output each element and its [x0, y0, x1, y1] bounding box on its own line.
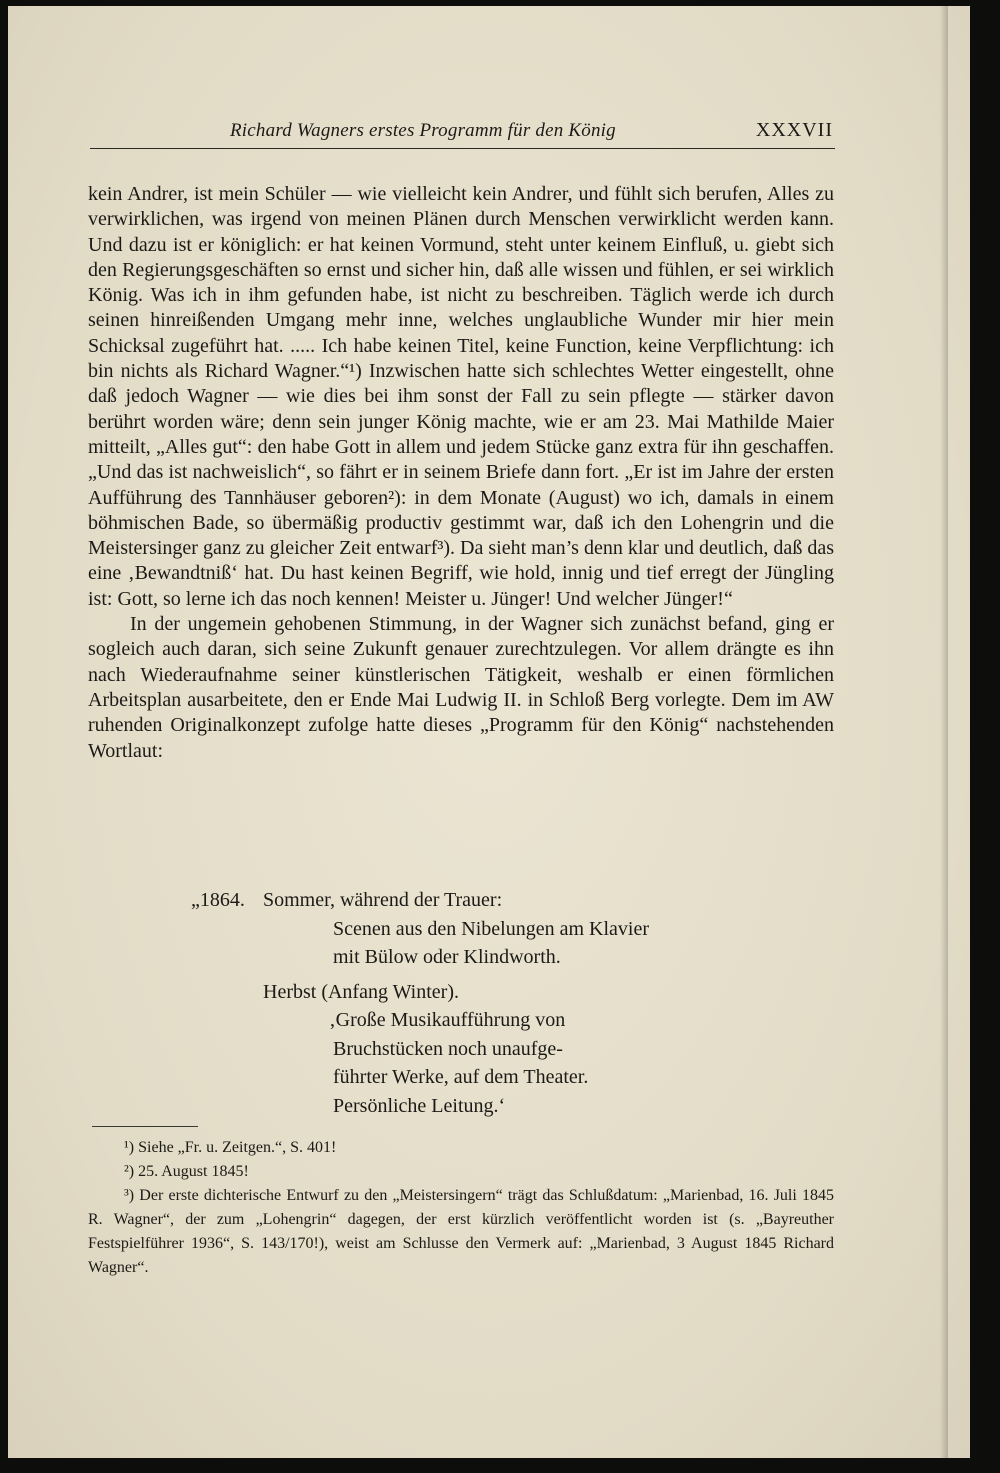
program-line: mit Bülow oder Klindworth. [333, 946, 561, 968]
program-quote [191, 886, 751, 1126]
footnote-2: ²) 25. August 1845! [124, 1163, 249, 1180]
footnote-1: ¹) Siehe „Fr. u. Zeitgen.“, S. 401! [124, 1139, 337, 1156]
program-line: ‚Große Musikaufführung von [329, 1009, 566, 1031]
program-year: „1864. [191, 889, 245, 911]
running-title: Richard Wagners erstes Programm für den König [230, 120, 616, 141]
body-text [88, 182, 834, 764]
page-number: XXXVII [755, 119, 833, 141]
program-line: Herbst (Anfang Winter). [263, 980, 459, 1003]
program-line: Persönliche Leitung.‘ [333, 1094, 506, 1117]
paragraph-2: In der ungemein gehobenen Stimmung, in der Wagner sich zunächst befand, ging er sogleich auch daran, sich seine Zukunft genauer zurechtzulegen. Vor allem drängte es ihn nach Wiederaufnahme seiner künstlerischen Tätigkeit, weshalb er einen förmlichen Arbeitsplan ausarbeitete, den er Ende Mai Ludwig II. in Schloß Berg vorlegte. Dem im AW ruhenden Originalkonzept zufolge hatte dieses „Programm für den König“ nachstehenden Wortlaut: [88, 613, 834, 762]
page-edge-shadow [940, 6, 948, 1458]
program-block-1864 [191, 886, 751, 972]
program-line: führter Werke, auf dem Theater. [333, 1066, 589, 1088]
footnotes [88, 1136, 834, 1280]
footnote-rule [92, 1126, 198, 1127]
program-line: Sommer, während der Trauer: [263, 889, 503, 911]
book-page [8, 6, 970, 1458]
program-block-herbst [191, 978, 751, 1121]
program-line: Bruchstücken noch unaufge- [333, 1037, 563, 1060]
footnote-3: ³) Der erste dichterische Entwurf zu den „Meistersingern“ trägt das Schlußdatum: „Marienbad, 16. Juli 1845 R. Wagner“, der zum „Lohengrin“ dagegen, der erst kürzlich veröffentlicht worden ist (s. „Bayreuther Festspielführer 1936“, S. 143/170!), weist am Schlusse den Vermerk auf: „Marienbad, 3 August 1845 Richard Wagner“. [88, 1187, 834, 1276]
program-line: Scenen aus den Nibelungen am Klavier [333, 917, 650, 940]
running-head [90, 116, 835, 149]
paragraph-1: kein Andrer, ist mein Schüler — wie vielleicht kein Andrer, und fühlt sich berufen, Alles zu verwirklichen, was irgend von meinen Plänen durch Menschen verwirklicht werden kann. Und dazu ist er königlich: er hat keinen Vormund, steht unter keinem Einfluß, u. giebt sich den Regierungsgeschäften so ernst und sicher hin, daß alle wissen und fühlen, er sei wirklich König. Was ich in ihm gefunden habe, ist nicht zu beschreiben. Täglich werde ich durch seinen hinreißenden Umgang mehr inne, welches unglaubliche Wunder mir hier mein Schicksal zugeführt hat. ..... Ich habe keinen Titel, keine Function, keine Verpflichtung: ich bin nichts als Richard Wagner.“¹) Inzwischen hatte sich schlechtes Wetter eingestellt, ohne daß jedoch Wagner — wie dies bei ihm sonst der Fall zu sein pflegte — stärker davon berührt worden wäre; denn sein junger König machte, wie er am 23. Mai Mathilde Maier mitteilt, „Alles gut“: den habe Gott in allem und jedem Stücke ganz extra für ihn geschaffen. „Und das ist nachweislich“, so fährt er in seinem Briefe dann fort. „Er ist im Jahre der ersten Aufführung des Tannhäuser geboren²): in dem Monate (August) wo ich, damals in einem böhmischen Bade, so übermäßig productiv gestimmt war, daß ich den Lohengrin und die Meistersinger ganz zu gleicher Zeit entwarf³). Da sieht man’s denn klar und deutlich, daß das eine ‚Bewandtniß‘ hat. Du hast keinen Begriff, wie hold, innig und tief erregt der Jüngling ist: Gott, so lerne ich das noch kennen! Meister u. Jünger! Und welcher Jünger!“ [88, 183, 834, 610]
